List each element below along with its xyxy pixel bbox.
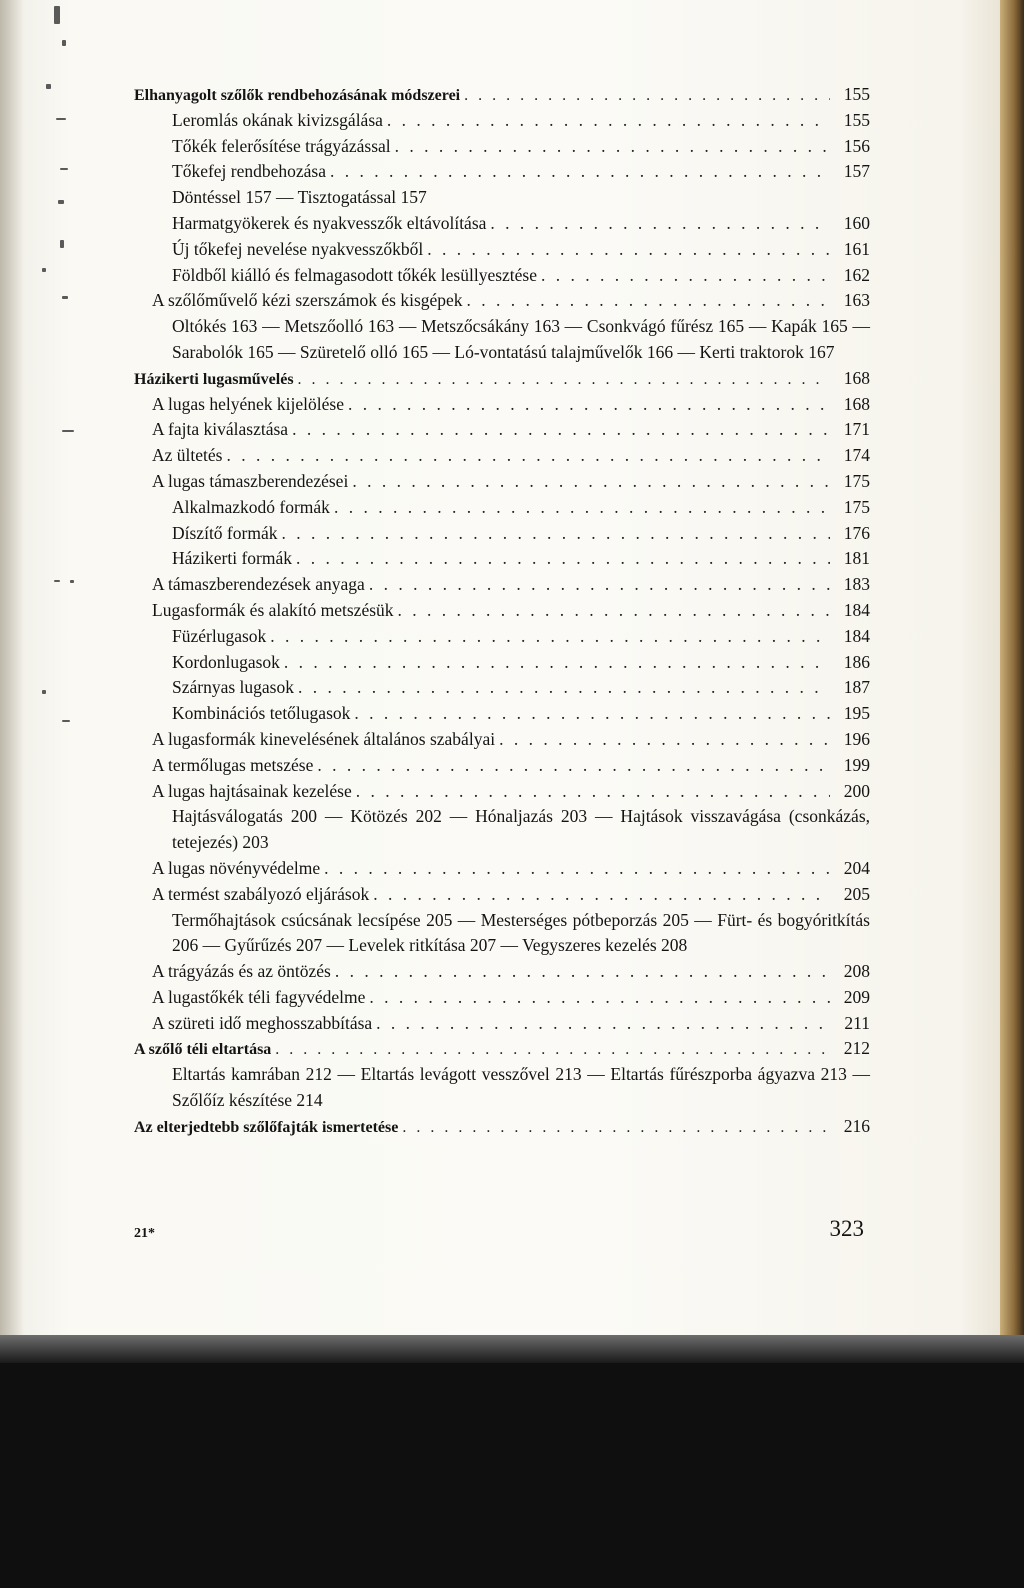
toc-subtopics: Eltartás kamrában 212 — Eltartás levágott vesszővel 213 — Eltartás fűrészporba ágyazva 213 — Szőlőíz készítése 214 [172,1064,870,1111]
dot-leader [292,417,830,443]
margin-specks [40,0,80,1335]
toc-entry-page: 205 [843,883,870,904]
toc-entry [134,856,870,882]
toc-entry [134,366,870,392]
dot-leader [298,367,830,393]
dot-leader [296,546,830,572]
toc-entry-page: 161 [843,238,870,259]
toc-entry-page: 183 [843,574,870,595]
toc-entry-title: Új tőkefej nevelése nyakvesszőkből [172,238,424,259]
dot-leader [356,779,830,805]
toc-entry-title: Tőkék felerősítése trágyázással [172,135,391,156]
dot-leader [499,727,830,753]
toc-entry-page: 156 [843,135,870,156]
toc-entry-page: 175 [843,470,870,491]
toc-entry [134,598,870,624]
toc-entry [134,753,870,779]
dot-leader [348,392,830,418]
toc-entry-page: 200 [843,780,870,801]
toc-entry [134,108,870,134]
toc-entry-title: Az elterjedtebb szőlőfajták ismertetése [134,1118,399,1136]
toc-entry-title: Lugasformák és alakító metszésük [152,599,394,620]
toc-entry [134,159,870,185]
toc-entry-page: 163 [843,290,870,311]
toc-entry-page: 187 [843,677,870,698]
toc-entry-page: 181 [843,548,870,569]
toc-entry-page: 216 [843,1115,870,1136]
toc-entry-page: 155 [843,84,870,104]
toc-entry-page: 199 [843,754,870,775]
toc-entry-title: A lugas támaszberendezései [152,470,349,491]
toc-entry [134,701,870,727]
toc-entry [134,237,870,263]
scan-background [0,1335,1024,1588]
toc-entry-title: Díszítő formák [172,522,278,543]
dot-leader [352,469,830,495]
toc-entry-page: 212 [843,1038,870,1059]
toc-entry [134,1011,870,1037]
toc-subtopics: Oltókés 163 — Metszőolló 163 — Metszőcsákány 163 — Csonkvágó fűrész 165 — Kapák 165 — Sarabolók 165 — Szüretelő olló 165 — Ló-vontatású talajművelők 166 — Kerti traktorok 167 [172,316,870,362]
dot-leader [317,753,830,779]
toc-entry-title: A lugas hajtásainak kezelése [152,780,352,801]
dot-leader [464,83,830,109]
toc-entry [134,624,870,650]
toc-entry-page: 204 [843,857,870,878]
toc-entry-page: 186 [843,651,870,672]
toc-entry-title: A termést szabályozó eljárások [152,883,370,904]
toc-entry-page: 184 [843,599,870,620]
dot-leader [387,108,830,134]
toc-entry-title: A fajta kiválasztása [152,419,289,440]
toc-entry-title: A szüreti idő meghosszabbítása [152,1012,373,1033]
dot-leader [398,598,830,624]
toc-entry-page: 209 [843,986,870,1007]
toc-entry [134,959,870,985]
toc-entry [134,985,870,1011]
dot-leader [275,1037,830,1063]
dot-leader [226,443,830,469]
dot-leader [330,159,830,185]
dot-leader [376,1011,830,1037]
dot-leader [467,288,830,314]
toc-entry-title: A lugastőkék téli fagyvédelme [152,986,366,1007]
toc-entry-title: Harmatgyökerek és nyakvesszők eltávolítása [172,212,487,233]
toc-entry-page: 174 [843,445,870,466]
toc-entry-page: 195 [843,703,870,724]
toc-entry-title: Leromlás okának kivizsgálása [172,109,383,130]
dot-leader [270,624,830,650]
toc-entry [134,417,870,443]
table-of-contents [134,82,870,1140]
toc-subtopics: Termőhajtások csúcsának lecsípése 205 — Mesterséges pótbeporzás 205 — Fürt- és bogyóritkítás 206 — Gyűrűzés 207 — Levelek ritkítása 207 — Vegyszeres kezelés 208 [172,909,870,956]
toc-entry-page: 176 [843,522,870,543]
toc-entry-title: A szőlő téli eltartása [134,1041,272,1059]
toc-entry [134,779,870,805]
toc-entry-title: A termőlugas metszése [152,754,314,775]
toc-entry [134,727,870,753]
toc-entry [134,469,870,495]
dot-leader [334,495,830,521]
dot-leader [402,1115,830,1141]
toc-entry-page: 162 [843,264,870,285]
toc-entry [134,263,870,289]
dot-leader [324,856,830,882]
toc-entry-page: 157 [843,161,870,182]
signature-mark: 21* [134,1226,155,1241]
toc-entry-page: 160 [843,212,870,233]
dot-leader [335,959,830,985]
toc-entry [134,1114,870,1140]
toc-entry-title: Füzérlugasok [172,625,267,646]
toc-entry [134,521,870,547]
toc-entry-title: Elhanyagolt szőlők rendbehozásának módszerei [134,87,461,104]
toc-entry-title: A trágyázás és az öntözés [152,961,331,982]
dot-leader [427,237,830,263]
toc-entry [134,882,870,908]
toc-entry [134,134,870,160]
toc-entry-title: Kombinációs tetőlugasok [172,703,351,724]
dot-leader [298,675,830,701]
toc-entry-title: A lugas növényvédelme [152,857,321,878]
toc-subtopics: Döntéssel 157 — Tisztogatással 157 [172,187,427,208]
dot-leader [490,211,830,237]
dot-leader [541,263,830,289]
toc-entry [134,392,870,418]
toc-entry-title: Kordonlugasok [172,651,280,672]
toc-entry [134,443,870,469]
toc-entry-page: 175 [843,496,870,517]
toc-entry-page: 168 [843,367,870,388]
toc-entry-title: A lugas helyének kijelölése [152,393,344,414]
toc-entry-page: 196 [843,728,870,749]
toc-subtopics: Hajtásválogatás 200 — Kötözés 202 — Hónaljazás 203 — Hajtások visszavágása (csonkázás, tetejezés) 203 [172,806,870,853]
toc-entry [134,650,870,676]
toc-entry-title: A lugasformák kinevelésének általános szabályai [152,728,496,749]
dot-leader [369,572,830,598]
dot-leader [284,650,830,676]
dot-leader [354,701,830,727]
toc-entry-page: 208 [843,961,870,982]
toc-entry [134,288,870,314]
toc-entry [134,675,870,701]
dot-leader [281,521,830,547]
toc-entry-page: 211 [844,1012,870,1033]
toc-entry [134,572,870,598]
toc-entry-title: Földből kiálló és felmagasodott tőkék lesüllyesztése [172,264,537,285]
dot-leader [373,882,830,908]
page-number: 323 [829,1216,864,1241]
toc-entry [134,82,870,108]
toc-entry-title: Szárnyas lugasok [172,677,294,698]
dot-leader [369,985,830,1011]
toc-entry [134,211,870,237]
toc-entry-page: 184 [843,625,870,646]
toc-entry [134,1036,870,1062]
toc-entry [134,495,870,521]
toc-entry-page: 155 [843,109,870,130]
book-spine-edge [1000,0,1024,1335]
toc-entry-title: Az ültetés [152,445,223,466]
toc-entry-title: Házikerti lugasművelés [134,370,294,388]
toc-entry [134,546,870,572]
toc-entry-title: Alkalmazkodó formák [172,496,330,517]
toc-entry-page: 168 [843,393,870,414]
toc-entry-title: Házikerti formák [172,548,293,569]
dot-leader [395,134,830,160]
toc-entry-title: A támaszberendezések anyaga [152,574,365,595]
toc-entry-title: A szőlőművelő kézi szerszámok és kisgépek [152,290,463,311]
toc-entry-title: Tőkefej rendbehozása [172,161,327,182]
toc-entry-page: 171 [843,419,870,440]
